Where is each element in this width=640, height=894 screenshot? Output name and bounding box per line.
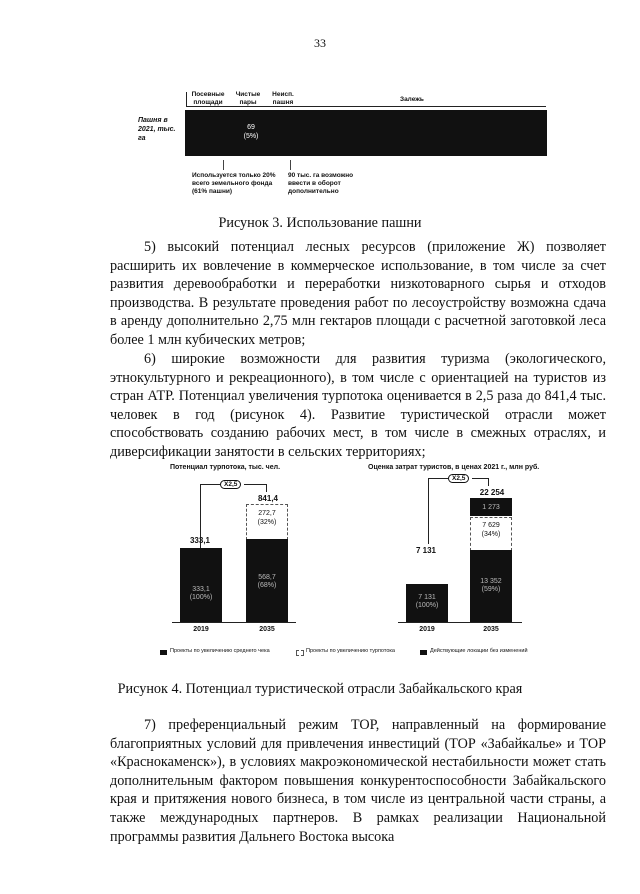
left-bar-2019-pct: (100%) [189, 594, 213, 601]
left-growth-value: 272,7 [258, 510, 276, 517]
left-year-2035: 2035 [259, 626, 275, 633]
legend-label-existing: Действующие локации без изменений [430, 648, 528, 654]
right-top-value: 1 273 [482, 504, 500, 511]
right-year-2019: 2019 [419, 626, 435, 633]
figure-4-caption: Рисунок 4. Потенциал туристической отрасли Забайкальского края [117, 681, 523, 697]
legend-label-check: Проекты по увеличению среднего чека [170, 648, 270, 654]
left-multiplier: X2,5 [220, 480, 241, 489]
right-mult-line-b [472, 478, 488, 479]
header-divider [186, 106, 546, 107]
left-bar-2019 [180, 548, 222, 622]
row-label: Пашня в 2021, тыс. га [138, 117, 176, 142]
right-total-2035: 22 254 [479, 488, 505, 497]
right-axis [398, 622, 522, 623]
header-label-fallow-land: Залежь [400, 96, 424, 103]
left-bar-2035-value: 568,7 [258, 574, 276, 581]
left-bar-2035-pct: (68%) [257, 582, 277, 589]
left-chart-title: Потенциал турпотока, тыс. чел. [170, 464, 281, 471]
right-growth-value: 7 629 [482, 522, 500, 529]
left-total-2035: 841,4 [257, 494, 279, 503]
legend-swatch-existing [420, 650, 427, 655]
right-bar-2035-pct: (59%) [481, 586, 501, 593]
note-tick-right [290, 160, 291, 170]
note-right: 90 тыс. га возможно ввести в оборот дополнительно [288, 172, 354, 195]
left-total-2019: 333,1 [189, 536, 211, 545]
header-label-sown: Посевные площади [191, 91, 225, 106]
left-growth-pct: (32%) [257, 519, 277, 526]
page-number: 33 [314, 36, 326, 50]
right-bar-2019-pct: (100%) [415, 602, 439, 609]
paragraph-7: 7) преференциальный режим ТОР, направленный на формирование благоприятных условий для привлечения инвестиций (ТОР «Забайкалье» и ТОР «Краснокаменск»), в условиях макроэкономической нестабильности может стать дополнительным фактором повышения конкурентоспособности Забайкальского края и притяжения нового бизнеса, в том числе из центральной части страны, а также международных партнеров. В рамках реализации Национальной программы развития Дальнего Востока высока [110, 717, 606, 845]
right-bar-2019-value: 7 131 [418, 594, 436, 601]
right-growth-pct: (34%) [481, 531, 501, 538]
note-left: Используется только 20% всего земельного фонда (61% пашни) [192, 172, 276, 195]
right-mult-line-a [428, 478, 448, 479]
right-chart-title: Оценка затрат туристов, в ценах 2021 г., млн руб. [368, 464, 540, 471]
legend-swatch-check [160, 650, 167, 655]
header-label-fallow: Чистые пары [235, 91, 261, 106]
legend-label-flow: Проекты по увеличению турпотока [306, 648, 395, 654]
figure-3-caption: Рисунок 3. Использование пашни [218, 215, 422, 231]
paragraph-6: 6) широкие возможности для развития туризма (экологического, этнокультурного и рекреационного), в том числе с ориентацией на туристов из стран АТР. Потенциал увеличения турпотока оценивается в 2,5 раза до 841,4 тыс. человек в год (рисунок 4). Развитие туристической отрасли может способствовать созданию рабочих мест, в том числе в смежных отраслях, и диверсификации занятости в сельских территориях; [110, 351, 606, 460]
right-mult-arrow-b [488, 478, 489, 486]
right-multiplier: X2,5 [448, 474, 469, 483]
left-axis [172, 622, 296, 623]
legend-swatch-flow [296, 650, 304, 656]
right-bar-2035-value: 13 352 [480, 578, 502, 585]
inner-value: 69 [247, 124, 255, 131]
left-mult-line-b [244, 484, 266, 485]
left-mult-line-a [200, 484, 220, 485]
inner-pct: (5%) [243, 133, 259, 140]
paragraph-5: 5) высокий потенциал лесных ресурсов (приложение Ж) позволяет расширить их вовлечение в коммерческое использование, в том числе за счет развития деревообработки и переработки низкотоварного сырья и отходов производства. В результате проведения работ по лесоустройству возможна сдача в аренду дополнительно 2,75 млн гектаров площади с расчетной заготовкой леса более 1 млн кубических метров; [110, 239, 606, 348]
bracket-line [186, 92, 187, 106]
note-tick-left [223, 160, 224, 170]
right-year-2035: 2035 [483, 626, 499, 633]
left-mult-arrow-b [266, 484, 267, 492]
left-bar-2019-value: 333,1 [192, 586, 210, 593]
left-year-2019: 2019 [193, 626, 209, 633]
right-mult-arrow-a [428, 478, 429, 544]
right-total-2019: 7 131 [415, 546, 437, 555]
header-label-unused: Неисп. пашня [272, 91, 294, 106]
